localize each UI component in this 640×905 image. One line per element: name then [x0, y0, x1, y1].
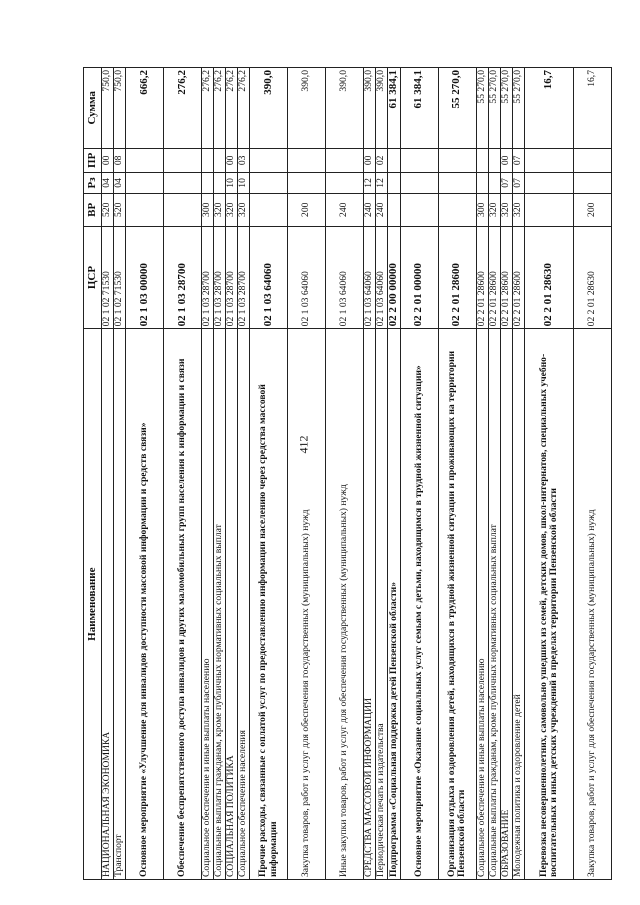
cell-pr [488, 148, 500, 172]
table-row [438, 68, 476, 880]
cell-rz: 10 [238, 173, 250, 194]
cell-name: Периодическая печать и издательства [376, 329, 388, 880]
cell-vr: 320 [488, 193, 500, 226]
cell-csr: 02 2 01 28630 [573, 226, 611, 329]
cell-csr: 02 1 03 64060 [376, 226, 388, 329]
page-number: 412 [296, 435, 311, 454]
cell-rz [250, 173, 288, 194]
table-row [512, 68, 524, 880]
cell-pr [476, 148, 488, 172]
cell-pr [202, 148, 214, 172]
header-name: Наименование [84, 329, 102, 880]
cell-name: Социальное обеспечение и иные выплаты населению [476, 329, 488, 880]
cell-csr: 02 2 01 28630 [524, 226, 573, 329]
cell-vr [388, 193, 401, 226]
cell-name: Основное мероприятие «Оказание социальных услуг семьям с детьми, находящимся в трудной жизненной ситуации» [400, 329, 438, 880]
cell-sum: 390,0 [250, 68, 288, 149]
header-csr: ЦСР [84, 226, 102, 329]
cell-name: СРЕДСТВА МАССОВОЙ ИНФОРМАЦИИ [364, 329, 376, 880]
cell-vr: 320 [226, 193, 238, 226]
cell-rz [202, 173, 214, 194]
cell-rz [524, 173, 573, 194]
cell-name: ОБРАЗОВАНИЕ [500, 329, 512, 880]
cell-rz [388, 173, 401, 194]
cell-name: Социальное обеспечение населения [238, 329, 250, 880]
cell-name: Иные закупки товаров, работ и услуг для обеспечения государственных (муниципальных) нужд [326, 329, 364, 880]
cell-rz: 07 [512, 173, 524, 194]
cell-csr: 02 1 03 28700 [238, 226, 250, 329]
table-row [326, 68, 364, 880]
cell-name: Транспорт [114, 329, 126, 880]
table-row [202, 68, 214, 880]
cell-sum: 390,0 [364, 68, 376, 149]
table-row [102, 68, 114, 880]
cell-name: Социальные выплаты гражданам, кроме публичных нормативных социальных выплат [214, 329, 226, 880]
cell-csr: 02 1 03 28700 [164, 226, 202, 329]
cell-pr [326, 148, 364, 172]
cell-csr: 02 1 03 64060 [288, 226, 326, 329]
cell-sum: 276,2 [164, 68, 202, 149]
cell-name: Прочие расходы, связанные с оплатой услуг по предоставлению информации населению через средства массовой информации [250, 329, 288, 880]
table-row [164, 68, 202, 880]
cell-rz [126, 173, 164, 194]
table-row [500, 68, 512, 880]
cell-vr [400, 193, 438, 226]
cell-vr: 520 [114, 193, 126, 226]
cell-csr: 02 2 01 28600 [476, 226, 488, 329]
table-row [288, 68, 326, 880]
cell-vr [126, 193, 164, 226]
cell-rz [400, 173, 438, 194]
cell-rz [476, 173, 488, 194]
cell-pr: 07 [512, 148, 524, 172]
cell-name: Основное мероприятие «Улучшение для инвалидов доступности массовой информации и средств связи» [126, 329, 164, 880]
cell-rz: 04 [114, 173, 126, 194]
cell-vr: 240 [326, 193, 364, 226]
cell-csr: 02 1 03 64060 [326, 226, 364, 329]
cell-vr: 320 [214, 193, 226, 226]
cell-pr: 00 [226, 148, 238, 172]
cell-name: Обеспечение беспрепятственного доступа инвалидов и других маломобильных групп населения к информации и связи [164, 329, 202, 880]
table-row [476, 68, 488, 880]
cell-csr: 02 2 01 28600 [488, 226, 500, 329]
cell-sum: 390,0 [376, 68, 388, 149]
cell-sum: 276,2 [226, 68, 238, 149]
cell-name: Закупка товаров, работ и услуг для обеспечения государственных (муниципальных) нужд [288, 329, 326, 880]
cell-sum: 276,2 [238, 68, 250, 149]
table-row [226, 68, 238, 880]
cell-sum: 276,2 [202, 68, 214, 149]
cell-csr: 02 2 01 28600 [512, 226, 524, 329]
cell-rz [326, 173, 364, 194]
table-row [488, 68, 500, 880]
header-vr: ВР [84, 193, 102, 226]
cell-rz: 10 [226, 173, 238, 194]
cell-csr: 02 1 02 71530 [114, 226, 126, 329]
cell-pr: 00 [102, 148, 114, 172]
cell-sum: 276,2 [214, 68, 226, 149]
cell-vr: 200 [288, 193, 326, 226]
cell-vr: 320 [238, 193, 250, 226]
cell-sum: 61 384,1 [400, 68, 438, 149]
cell-pr [573, 148, 611, 172]
cell-sum: 16,7 [573, 68, 611, 149]
cell-sum: 390,0 [288, 68, 326, 149]
cell-vr: 240 [364, 193, 376, 226]
cell-csr: 02 1 02 71530 [102, 226, 114, 329]
table-row [250, 68, 288, 880]
table-header-row [84, 68, 102, 880]
cell-vr [164, 193, 202, 226]
cell-rz: 07 [500, 173, 512, 194]
cell-vr: 520 [102, 193, 114, 226]
cell-vr: 320 [512, 193, 524, 226]
cell-rz: 12 [364, 173, 376, 194]
cell-vr [438, 193, 476, 226]
table-row [573, 68, 611, 880]
cell-csr: 02 2 01 28600 [500, 226, 512, 329]
cell-pr [438, 148, 476, 172]
table-row [388, 68, 401, 880]
cell-pr [524, 148, 573, 172]
cell-name: Организация отдыха и оздоровления детей, находящихся в трудной жизненной ситуации и проживающих на территории Пензенской области [438, 329, 476, 880]
cell-csr: 02 1 03 00000 [126, 226, 164, 329]
cell-csr: 02 1 03 28700 [226, 226, 238, 329]
cell-csr: 02 2 00 00000 [388, 226, 401, 329]
cell-csr: 02 1 03 64060 [364, 226, 376, 329]
cell-vr [250, 193, 288, 226]
cell-rz [164, 173, 202, 194]
cell-sum: 55 270,0 [438, 68, 476, 149]
cell-pr [288, 148, 326, 172]
table-row [238, 68, 250, 880]
cell-sum: 750,0 [114, 68, 126, 149]
cell-vr [524, 193, 573, 226]
cell-csr: 02 2 01 28600 [438, 226, 476, 329]
table-row [214, 68, 226, 880]
cell-sum: 666,2 [126, 68, 164, 149]
cell-vr: 200 [573, 193, 611, 226]
cell-sum: 55 270,0 [488, 68, 500, 149]
cell-sum: 55 270,0 [500, 68, 512, 149]
cell-vr: 320 [500, 193, 512, 226]
cell-rz [214, 173, 226, 194]
budget-table [83, 67, 612, 880]
cell-sum: 16,7 [524, 68, 573, 149]
cell-pr: 08 [114, 148, 126, 172]
cell-name: СОЦИАЛЬНАЯ ПОЛИТИКА [226, 329, 238, 880]
cell-vr: 300 [476, 193, 488, 226]
cell-rz: 04 [102, 173, 114, 194]
cell-name: Социальное обеспечение и иные выплаты населению [202, 329, 214, 880]
cell-name: Закупка товаров, работ и услуг для обеспечения государственных (муниципальных) нужд [573, 329, 611, 880]
cell-rz [438, 173, 476, 194]
cell-pr [388, 148, 401, 172]
cell-csr: 02 1 03 28700 [202, 226, 214, 329]
cell-pr: 03 [238, 148, 250, 172]
header-pr: ПР [84, 148, 102, 172]
cell-csr: 02 1 03 28700 [214, 226, 226, 329]
cell-sum: 61 384,1 [388, 68, 401, 149]
cell-name: Социальные выплаты гражданам, кроме публичных нормативных социальных выплат [488, 329, 500, 880]
cell-pr: 00 [364, 148, 376, 172]
cell-sum: 390,0 [326, 68, 364, 149]
cell-sum: 750,0 [102, 68, 114, 149]
cell-name: Подпрограмма «Социальная поддержка детей Пензенской области» [388, 329, 401, 880]
cell-csr: 02 2 01 00000 [400, 226, 438, 329]
cell-pr [214, 148, 226, 172]
cell-name: НАЦИОНАЛЬНАЯ ЭКОНОМИКА [102, 329, 114, 880]
cell-name: Молодежная политика и оздоровление детей [512, 329, 524, 880]
cell-pr [250, 148, 288, 172]
cell-rz [488, 173, 500, 194]
cell-pr: 02 [376, 148, 388, 172]
table-row [364, 68, 376, 880]
cell-rz [573, 173, 611, 194]
table-row [376, 68, 388, 880]
table-row [114, 68, 126, 880]
header-rz: Рз [84, 173, 102, 194]
rotated-page-content [83, 67, 612, 880]
cell-rz: 12 [376, 173, 388, 194]
cell-csr: 02 1 03 64060 [250, 226, 288, 329]
cell-rz [288, 173, 326, 194]
cell-pr: 00 [500, 148, 512, 172]
cell-vr: 240 [376, 193, 388, 226]
table-row [400, 68, 438, 880]
table-row [524, 68, 573, 880]
cell-vr: 300 [202, 193, 214, 226]
cell-name: Перевозка несовершеннолетних, самовольно ушедших из семей, детских домов, школ-интернатов, специальных учебно-воспитательных и иных детских учреждений в пределах территории Пензенской области [524, 329, 573, 880]
cell-pr [164, 148, 202, 172]
cell-sum: 55 270,0 [476, 68, 488, 149]
header-sum: Сумма [84, 68, 102, 149]
table-row [126, 68, 164, 880]
cell-sum: 55 270,0 [512, 68, 524, 149]
cell-pr [126, 148, 164, 172]
cell-pr [400, 148, 438, 172]
